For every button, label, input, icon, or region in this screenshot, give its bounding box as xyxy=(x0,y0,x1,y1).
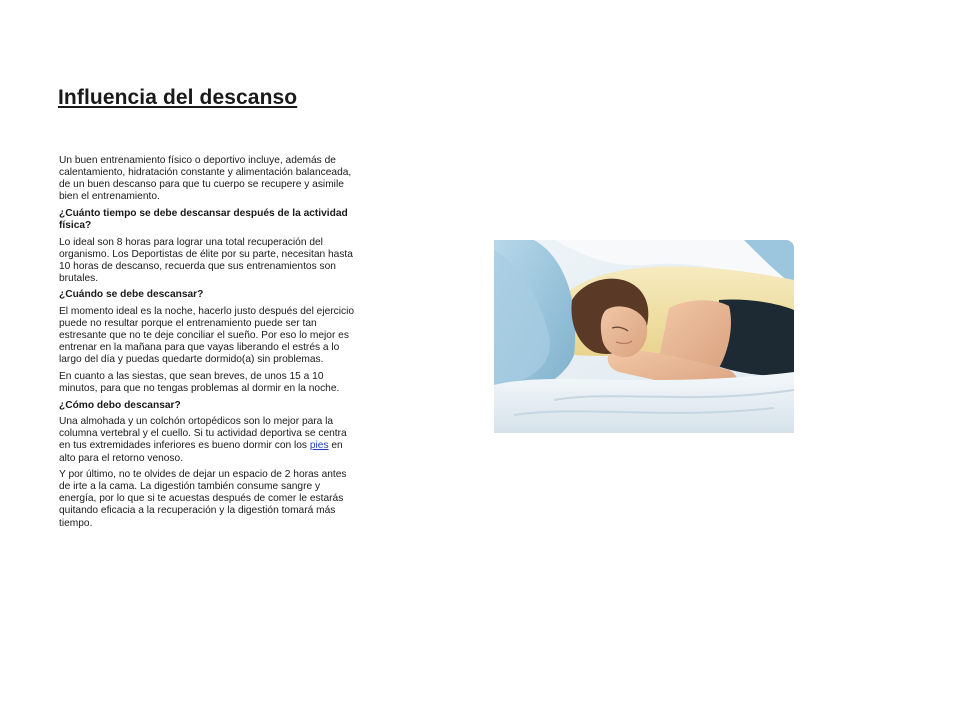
answer-how-rest-text-b: en alto para el retorno venoso. xyxy=(59,440,343,464)
question-rest-duration: ¿Cuánto tiempo se debe descansar después de la actividad física? xyxy=(59,207,348,231)
answer-naps: En cuanto a las siestas, que sean breves, de unos 15 a 10 minutos, para que no tengas problemas al dormir en la noche. xyxy=(59,371,340,395)
sleeping-woman-photo xyxy=(494,240,794,433)
answer-when-rest: El momento ideal es la noche, hacerlo justo después del ejercicio puede no resultar porque el entrenamiento puede ser tan estresante que no te deje conciliar el sueño. Por eso lo mejor es entrenar en la mañana para que vayas liberando el estrés a lo largo del día y puedas quedarte dormido(a) sin problemas. xyxy=(59,306,355,366)
question-how-rest: ¿Cómo debo descansar? xyxy=(59,399,181,411)
question-when-rest: ¿Cuándo se debe descansar? xyxy=(59,289,204,301)
pies-link[interactable]: pies xyxy=(309,440,329,452)
intro-paragraph: Un buen entrenamiento físico o deportivo incluye, además de calentamiento, hidratación constante y alimentación balanceada, de un buen descanso para que tu cuerpo se recupere y asimile bien el entrenamiento. xyxy=(59,155,352,203)
answer-how-rest-text-a: Una almohada y un colchón ortopédicos son lo mejor para la columna vertebral y el cuello. Si tu actividad deportiva se centra en tus extremidades inferiores es bueno dormir con los xyxy=(59,416,347,452)
answer-rest-duration: Lo ideal son 8 horas para lograr una total recuperación del organismo. Los Deportistas de élite por su parte, necesitan hasta 10 horas de descanso, recuerda que sus entrenamientos son brutales. xyxy=(59,236,353,284)
answer-digestion: Y por último, no te olvides de dejar un espacio de 2 horas antes de irte a la cama. La digestión también consume sangre y energía, por lo que si te acuestas después de comer le estarás quitando eficacia a la recuperación y la digestión tomará más tiempo. xyxy=(59,469,347,529)
answer-how-rest xyxy=(59,416,359,464)
slide-title: Influencia del descanso xyxy=(58,86,298,109)
article-body xyxy=(59,155,359,534)
